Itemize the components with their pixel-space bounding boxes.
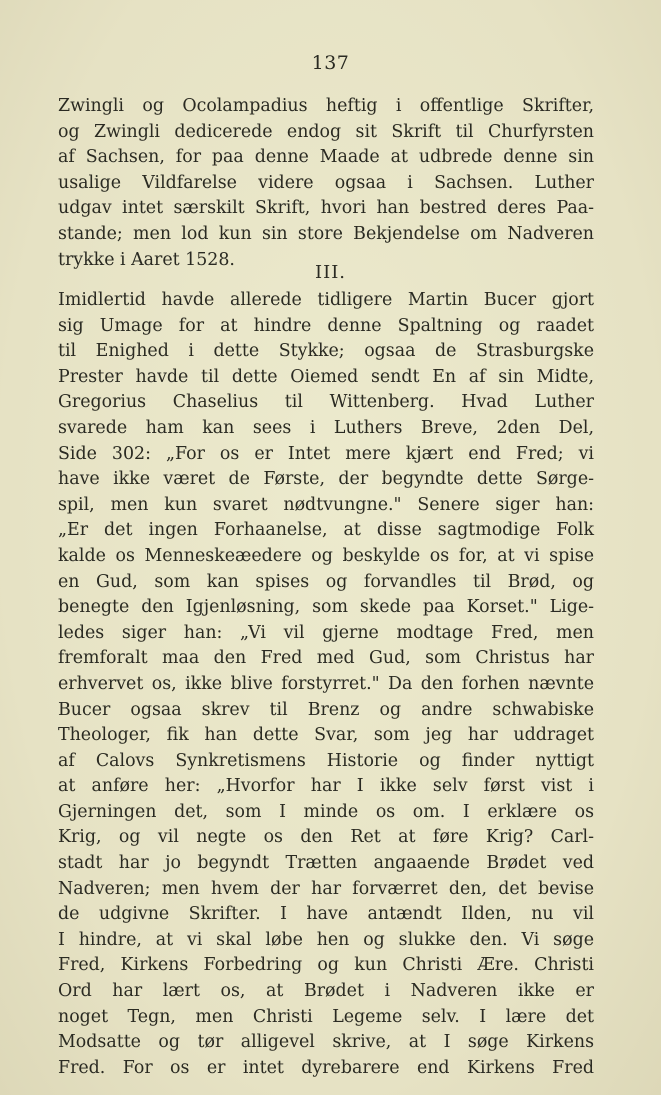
text-line: fremforalt maa den Fred med Gud, som Christus har (58, 648, 594, 669)
text-line: Fred, Kirkens Forbedring og kun Christi Ære. Christi (58, 955, 594, 976)
text-line: af Calovs Synkretismens Historie og finder nyttigt (58, 750, 594, 771)
text-line: Imidlertid havde allerede tidligere Martin Bucer gjort (58, 290, 594, 310)
text-line: stadt har jo begyndt Trætten angaaende Brødet ved (58, 853, 594, 874)
text-line: af Sachsen, for paa denne Maade at udbrede denne sin (58, 147, 594, 168)
text-line: noget Tegn, men Christi Legeme selv. I lære det (58, 1006, 594, 1027)
page-number: 137 (311, 52, 350, 74)
text-line: kalde os Menneskeæedere og beskylde os for, at vi spise (58, 545, 594, 566)
text-line: Ord har lært os, at Brødet i Nadveren ikke er (58, 981, 594, 1002)
text-line: sig Umage for at hindre denne Spaltning og raadet (58, 315, 594, 336)
text-line: Theologer, fik han dette Svar, som jeg har uddraget (58, 725, 594, 746)
text-line: Modsatte og tør alligevel skrive, at I søge Kirkens (58, 1032, 594, 1053)
text-line: og Zwingli dedicerede endog sit Skrift til Churfyrsten (58, 121, 594, 142)
text-line: trykke i Aaret 1528. (58, 249, 235, 270)
text-line: udgav intet særskilt Skrift, hvori han bestred deres Paa- (58, 198, 594, 219)
text-line: benegte den Igjenløsning, som skede paa Korset." Lige- (58, 597, 594, 618)
text-line: Prester havde til dette Oiemed sendt En af sin Midte, (58, 366, 594, 387)
text-line: erhvervet os, ikke blive forstyrret." Da den forhen nævnte (58, 673, 594, 694)
section-heading: III. (314, 262, 347, 283)
text-line: „Er det ingen Forhaanelse, at disse sagtmodige Folk (58, 520, 594, 541)
text-line: usalige Vildfarelse videre ogsaa i Sachsen. Luther (58, 172, 594, 193)
text-line: have ikke været de Første, der begyndte dette Sørge- (58, 469, 594, 490)
text-line: svarede ham kan sees i Luthers Breve, 2den Del, (58, 417, 594, 438)
text-line: til Enighed i dette Stykke; ogsaa de Strasburgske (58, 341, 594, 362)
text-line: Krig, og vil negte os den Ret at føre Krig? Carl- (58, 827, 594, 848)
text-line: I hindre, at vi skal løbe hen og slukke den. Vi søge (58, 929, 594, 950)
text-line: en Gud, som kan spises og forvandles til Brød, og (58, 571, 594, 592)
text-line: Zwingli og Ocolampadius heftig i offentlige Skrifter, (58, 96, 594, 116)
text-line: de udgivne Skrifter. I have antændt Ilden, nu vil (58, 904, 594, 925)
text-line: stande; men lod kun sin store Bekjendelse om Nadveren (58, 223, 594, 244)
text-line: Nadveren; men hvem der har forværret den, det bevise (58, 878, 594, 899)
text-line: at anføre her: „Hvorfor har I ikke selv først vist i (58, 776, 594, 797)
paragraph-1 (58, 94, 594, 273)
text-line: Fred. For os er intet dyrebarere end Kirkens Fred (58, 1057, 594, 1078)
text-line: Bucer ogsaa skrev til Brenz og andre schwabiske (58, 699, 594, 720)
text-line: ledes siger han: „Vi vil gjerne modtage Fred, men (58, 622, 594, 643)
text-line: spil, men kun svaret nødtvungne." Senere siger han: (58, 494, 594, 515)
text-line: Side 302: „For os er Intet mere kjært end Fred; vi (58, 443, 594, 464)
text-line: Gjerningen det, som I minde os om. I erklære os (58, 801, 594, 822)
text-line: Gregorius Chaselius til Wittenberg. Hvad Luther (58, 392, 594, 413)
paragraph-2 (58, 288, 594, 1081)
